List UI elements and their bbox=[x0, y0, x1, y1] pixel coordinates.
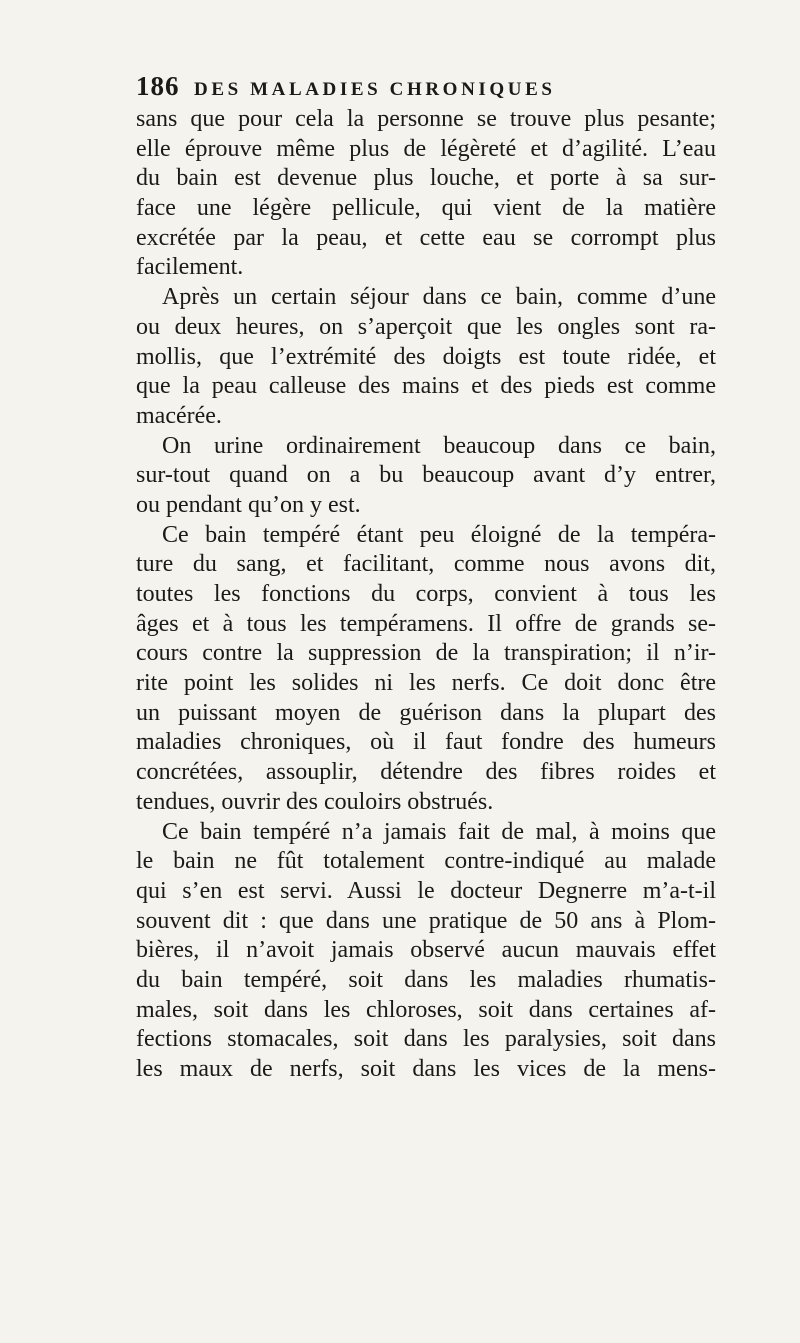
text-line: du bain est devenue plus louche, et porte à sa sur- bbox=[136, 165, 716, 192]
text-line: facilement. bbox=[136, 254, 244, 281]
text-line: le bain ne fût totalement contre-indiqué au malade bbox=[136, 848, 716, 875]
text-line: les maux de nerfs, soit dans les vices de la mens- bbox=[136, 1056, 716, 1082]
text-line: qui s’en est servi. Aussi le docteur Degnerre m’a-t-il bbox=[136, 877, 716, 904]
text-line: Ce bain tempéré étant peu éloigné de la tempéra- bbox=[162, 521, 716, 548]
text-line: âges et à tous les tempéramens. Il offre de grands se- bbox=[136, 610, 716, 637]
text-line: cours contre la suppression de la transpiration; il n’ir- bbox=[136, 640, 716, 667]
text-line: sur-tout quand on a bu beaucoup avant d’y entrer, bbox=[136, 462, 716, 489]
text-line: ture du sang, et facilitant, comme nous avons dit, bbox=[136, 551, 716, 578]
body-text bbox=[136, 105, 716, 1085]
text-line: maladies chroniques, où il faut fondre des humeurs bbox=[136, 729, 716, 756]
text-line: excrétée par la peau, et cette eau se corrompt plus bbox=[136, 224, 716, 251]
text-line: On urine ordinairement beaucoup dans ce bain, bbox=[162, 432, 716, 459]
page-header bbox=[136, 71, 696, 101]
text-line: concrétées, assouplir, détendre des fibres roides et bbox=[136, 759, 716, 786]
text-line: tendues, ouvrir des couloirs obstrués. bbox=[136, 788, 494, 815]
text-line: macérée. bbox=[136, 402, 222, 429]
text-line: fections stomacales, soit dans les paralysies, soit dans bbox=[136, 1026, 716, 1053]
text-line: que la peau calleuse des mains et des pieds est comme bbox=[136, 373, 716, 400]
page-number: 186 bbox=[136, 71, 180, 101]
text-line: souvent dit : que dans une pratique de 50 ans à Plom- bbox=[136, 907, 716, 934]
text-line: toutes les fonctions du corps, convient à tous les bbox=[136, 581, 716, 607]
text-line: mollis, que l’extrémité des doigts est toute ridée, et bbox=[136, 343, 716, 370]
text-line: males, soit dans les chloroses, soit dans certaines af- bbox=[136, 996, 716, 1023]
text-line: du bain tempéré, soit dans les maladies rhumatis- bbox=[136, 966, 716, 993]
text-line: un puissant moyen de guérison dans la plupart des bbox=[136, 699, 716, 726]
text-line: ou pendant qu’on y est. bbox=[136, 491, 361, 518]
running-head: DES MALADIES CHRONIQUES bbox=[194, 79, 556, 100]
text-line: bières, il n’avoit jamais observé aucun mauvais effet bbox=[136, 937, 716, 964]
text-line: rite point les solides ni les nerfs. Ce doit donc être bbox=[136, 670, 716, 697]
text-line: ou deux heures, on s’aperçoit que les ongles sont ra- bbox=[136, 313, 716, 340]
text-line: face une légère pellicule, qui vient de la matière bbox=[136, 195, 716, 222]
text-line: Après un certain séjour dans ce bain, comme d’une bbox=[162, 284, 716, 311]
text-line: elle éprouve même plus de légèreté et d’agilité. L’eau bbox=[136, 135, 716, 162]
text-line: sans que pour cela la personne se trouve plus pesante; bbox=[136, 106, 716, 132]
text-line: Ce bain tempéré n’a jamais fait de mal, à moins que bbox=[162, 818, 716, 845]
